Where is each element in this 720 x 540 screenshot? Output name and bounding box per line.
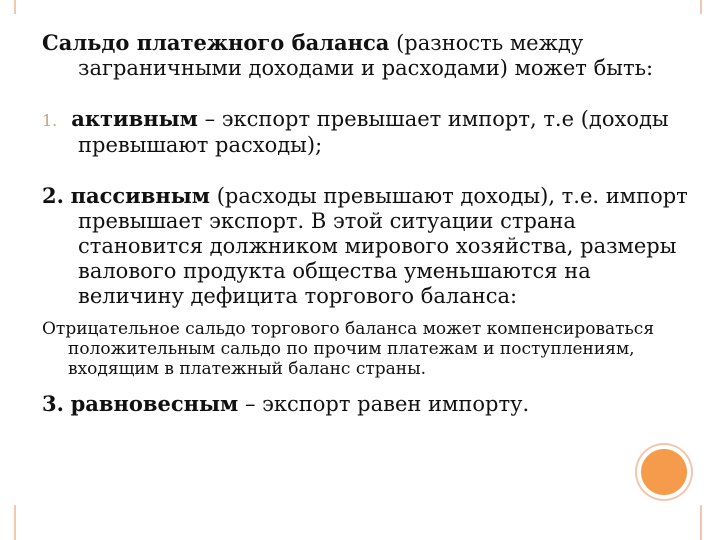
intro-rest: (разность между заграничными доходами и расходами) может быть: bbox=[78, 31, 654, 80]
note-paragraph: Отрицательное сальдо торгового баланса может компенсироваться положительным сальдо по прочим платежам и поступлениям, входящим в платежный баланс страны. bbox=[42, 319, 655, 379]
list-rest-1: – экспорт превышает импорт, т.е (доходы превышают расходы); bbox=[78, 107, 669, 157]
slide-content bbox=[42, 30, 692, 417]
slide-frame-top bbox=[14, 0, 702, 14]
slide-frame-bottom bbox=[14, 505, 702, 540]
intro-paragraph bbox=[42, 30, 692, 81]
list-bold-3: равновесным bbox=[70, 391, 239, 416]
accent-circle bbox=[641, 449, 687, 495]
list-item-1 bbox=[42, 106, 692, 158]
list-number-3: 3. bbox=[42, 391, 64, 416]
list-item-3 bbox=[42, 391, 692, 417]
list-number-1: 1. bbox=[42, 111, 58, 130]
list-number-2: 2. bbox=[42, 183, 64, 208]
list-bold-1: активным bbox=[71, 106, 198, 131]
intro-bold: Сальдо платежного баланса bbox=[42, 30, 390, 55]
list-item-2 bbox=[42, 183, 692, 309]
list-bold-2: пассивным bbox=[70, 183, 211, 208]
list-rest-3: – экспорт равен импорту. bbox=[238, 392, 530, 416]
list-rest-2: (расходы превышают доходы), т.е. импорт превышает экспорт. В этой ситуации страна становится должником мирового хозяйства, размеры валового продукта общества уменьшаются на величину дефицита торгового баланса: bbox=[78, 184, 688, 308]
